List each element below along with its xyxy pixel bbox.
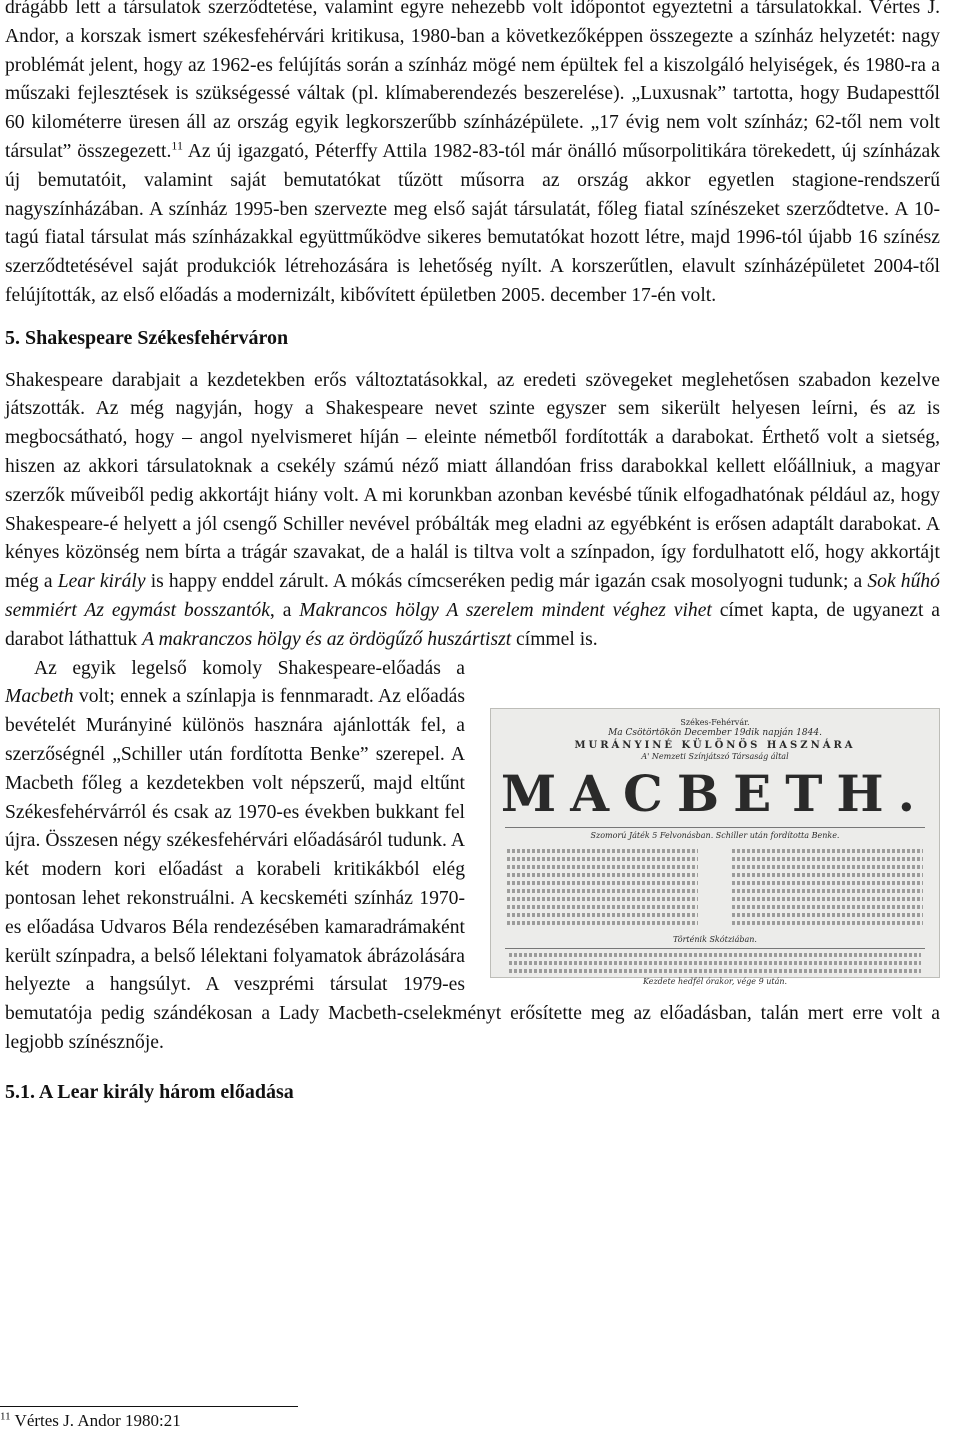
paragraph-text: is happy enddel zárult. A mókás címcseréken pedig már igazán csak mosolyogni tudunk; a <box>145 571 868 593</box>
play-title: Sok hűhó semmiért Az egymást bosszantók <box>5 571 940 621</box>
footnote <box>0 1410 935 1432</box>
macbeth-playbill-image <box>490 708 940 986</box>
paragraph-text: címmel is. <box>511 628 598 650</box>
playbill-start-time: Kezdete hedfél órakor, vége 9 után. <box>642 976 788 986</box>
playbill-cast-column-left <box>507 845 698 935</box>
footnote-reference[interactable]: 11 <box>171 138 183 153</box>
playbill-divider <box>505 948 925 949</box>
playbill-company: A' Nemzeti Színjátszó Társaság által <box>641 751 789 761</box>
section-heading-5-1: 5.1. A Lear király három előadása <box>5 1080 294 1103</box>
footnote-text: Vértes J. Andor 1980:21 <box>10 1411 181 1430</box>
paragraph-text: Shakespeare darabjait a kezdetekben erős változtatásokkal, az eredeti szövegeket meglehetősen szabadon kezelve játszották. Az még nagyján, hogy a Shakespeare nevet szinte egyszer sem sikerült helyesen leírni, és az is megbocsátható, hogy – angol nyelvismeret híján – eleinte németből fordították a darabokat. Érthető volt a sietség, hiszen az akkori társulatoknak a csekély számú néző miatt állandóan friss darabokkal kellett előállniuk, a magyar szerzők műveiből pedig akkortájt hiány volt. A mi korunkban azonban kevésbé tűnik elfogadhatónak például az, hogy Shakespeare-é helyett a jól csengő Schiller nevével próbálták meg eladni az egyébként is erősen adaptált darabokat. A kényes közönség nem bírta a trágár szavakat, de a halál is tiltva volt a színpadon, így fordulhatott elő, hogy akkortájt még a <box>5 369 940 593</box>
playbill-benefit: MURÁNYINÉ KÜLÖNÖS HASZNÁRA <box>574 739 856 751</box>
play-title: Macbeth <box>5 686 74 708</box>
play-title: Makrancos hölgy A szerelem mindent véghez vihet <box>299 599 712 621</box>
footnote-separator <box>0 1406 298 1407</box>
playbill-setting: Történik Skótziában. <box>673 934 757 944</box>
paragraph-text: címet kapta, de ugyanezt a darabot láthattuk <box>5 599 940 650</box>
document-page <box>5 0 940 1106</box>
footnote-number: 11 <box>0 1410 11 1423</box>
playbill-genre: Szomorú Játék 5 Felvonásban. Schiller után fordította Benke. <box>590 830 840 840</box>
paragraph-shakespeare-adaptations <box>5 367 940 655</box>
playbill-date: Ma Csötörtökön December 19dik napján 1844. <box>608 727 822 738</box>
playbill-title: MACBETH. <box>500 763 930 823</box>
paragraph-text: Az új igazgató, Péterffy Attila 1982-83-tól már önálló műsorpolitikára törekedett, új színházak új bemutatóit, valamint saját bemutatókat tűzött műsorra az ország akkor egyetlen stagione-rendszerű nagyszínházában. A színház 1995-ben szervezte meg első saját társulatát, főleg fiatal színészeket szerződtetve. A 10-tagú fiatal társulat más színházakkal együttműködve sikeres bemutatókat hozott létre, majd 1996-tól újabb 16 színész szerződtetésével saját produkciók létrehozására is lehetőség nyílt. A korszerűtlen, elavult színházépületet 2004-től felújították, az első előadás a modernizált, kibővített épületben 2005. december 17-én volt. <box>5 140 940 306</box>
paragraph-text: , a <box>269 599 300 621</box>
playbill-cast-list <box>507 845 923 935</box>
playbill-notice <box>509 953 921 973</box>
play-title: Lear király <box>57 571 146 593</box>
paragraph-text: Az egyik legelső komoly Shakespeare-előadás a <box>34 657 465 679</box>
paragraph-text: volt; ennek a színlapja is fennmaradt. Az előadás bevételét Murányiné különös hasznára ajánlották fel, a szerzőségnél „Schiller után fordította Benke” szerepel. A Macbeth főleg a kezdetekben volt népszerű, majd eltűnt Székesfehérvárról és csak az 1970-es években bukkant fel újra. Összesen négy székesfehérvári előadásáról tudunk. A két modern kori előadást a korabeli kritikákból elég pontosan lehet rekonstruálni. A kecskeméti színház 1970-es előadása Udvaros Béla rendezésében kamaradrámaként került színpadra, a belső lélektani folyamatok ábrázolására helyezte a hangsúlyt. A veszprémi társulat 1979-es bemutatója pedig szándékosan a Lady Macbeth-cselekményt erősítette meg az előadásban, talán mert erre volt a legjobb színésznője. <box>5 686 940 1053</box>
playbill-divider <box>505 827 925 828</box>
playbill-place: Székes-Fehérvár. <box>680 717 750 727</box>
paragraph-text: drágább lett a társulatok szerződtetése, valamint egyre nehezebb volt időpontot egyeztetni a társulatokkal. Vértes J. Andor, a korszak ismert székesfehérvári kritikusa, 1980-ban a következőképpen összegezte a színház helyzetét: nagy problémát jelent, hogy az 1962-es felújítás során a színház mögé nem épültek fel a kiszolgáló helyiségek, és 1980-ra a műszaki fejlesztések is szükségessé váltak (pl. klímaberendezés beszerelése). „Luxusnak” tartotta, hogy Budapesttől 60 kilométerre üresen áll az ország egyik legkorszerűbb színházépülete. „17 évig nem volt színház; 62-től nem volt társulat” összegezett. <box>5 0 940 162</box>
paragraph-theatre-history <box>5 0 940 311</box>
play-title: A makranczos hölgy és az ördögűző huszártiszt <box>142 628 512 650</box>
playbill-cast-column-right <box>732 845 923 935</box>
section-heading-5: 5. Shakespeare Székesfehérváron <box>5 326 289 349</box>
